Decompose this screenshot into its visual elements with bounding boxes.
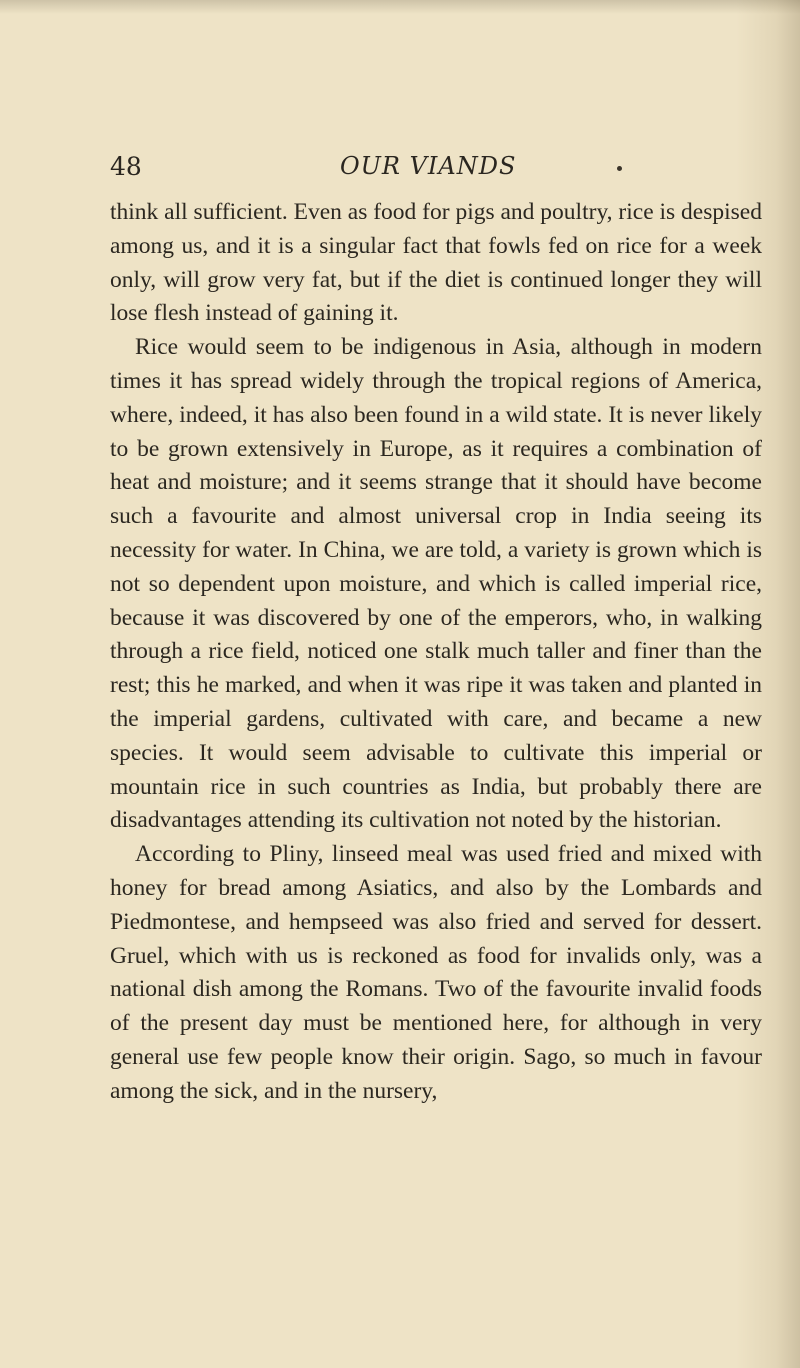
dot-mark (617, 166, 622, 171)
running-head: OUR VIANDS (340, 152, 517, 180)
paragraph-continuation: think all sufficient. Even as food for pigs and poultry, rice is despised among us, and it is a singular fact that fowls fed on rice for a week only, will grow very fat, but if the diet is continued longer they will lose flesh instead of gaining it. (110, 199, 762, 327)
page-header (110, 152, 770, 192)
paragraph-pliny: According to Pliny, linseed meal was used fried and mixed with honey for bread among Asiatics, and also by the Lombards and Piedmontese, and hempseed was also fried and served for dessert. Gruel, which with us is reckoned as food for invalids only, was a national dish among the Romans. Two of the favourite invalid foods of the present day must be mentioned here, for although in very general use few people know their origin. Sago, so much in favour among the sick, and in the nursery, (110, 841, 762, 1104)
paragraph-rice: Rice would seem to be indigenous in Asia, although in modern times it has spread widely through the tropical regions of America, where, indeed, it has also been found in a wild state. It is never likely to be grown extensively in Europe, as it requires a combination of heat and moisture; and it seems strange that it should have become such a favourite and almost universal crop in India seeing its necessity for water. In China, we are told, a variety is grown which is not so dependent upon moisture, and which is called imperial rice, because it was discovered by one of the emperors, who, in walking through a rice field, noticed one stalk much taller and finer than the rest; this he marked, and when it was ripe it was taken and planted in the imperial gardens, cultivated with care, and became a new species. It would seem advisable to cultivate this imperial or mountain rice in such countries as India, but probably there are disadvantages attending its cultivation not noted by the historian. (110, 334, 762, 834)
body-text (110, 196, 762, 1109)
page-number: 48 (110, 152, 142, 181)
